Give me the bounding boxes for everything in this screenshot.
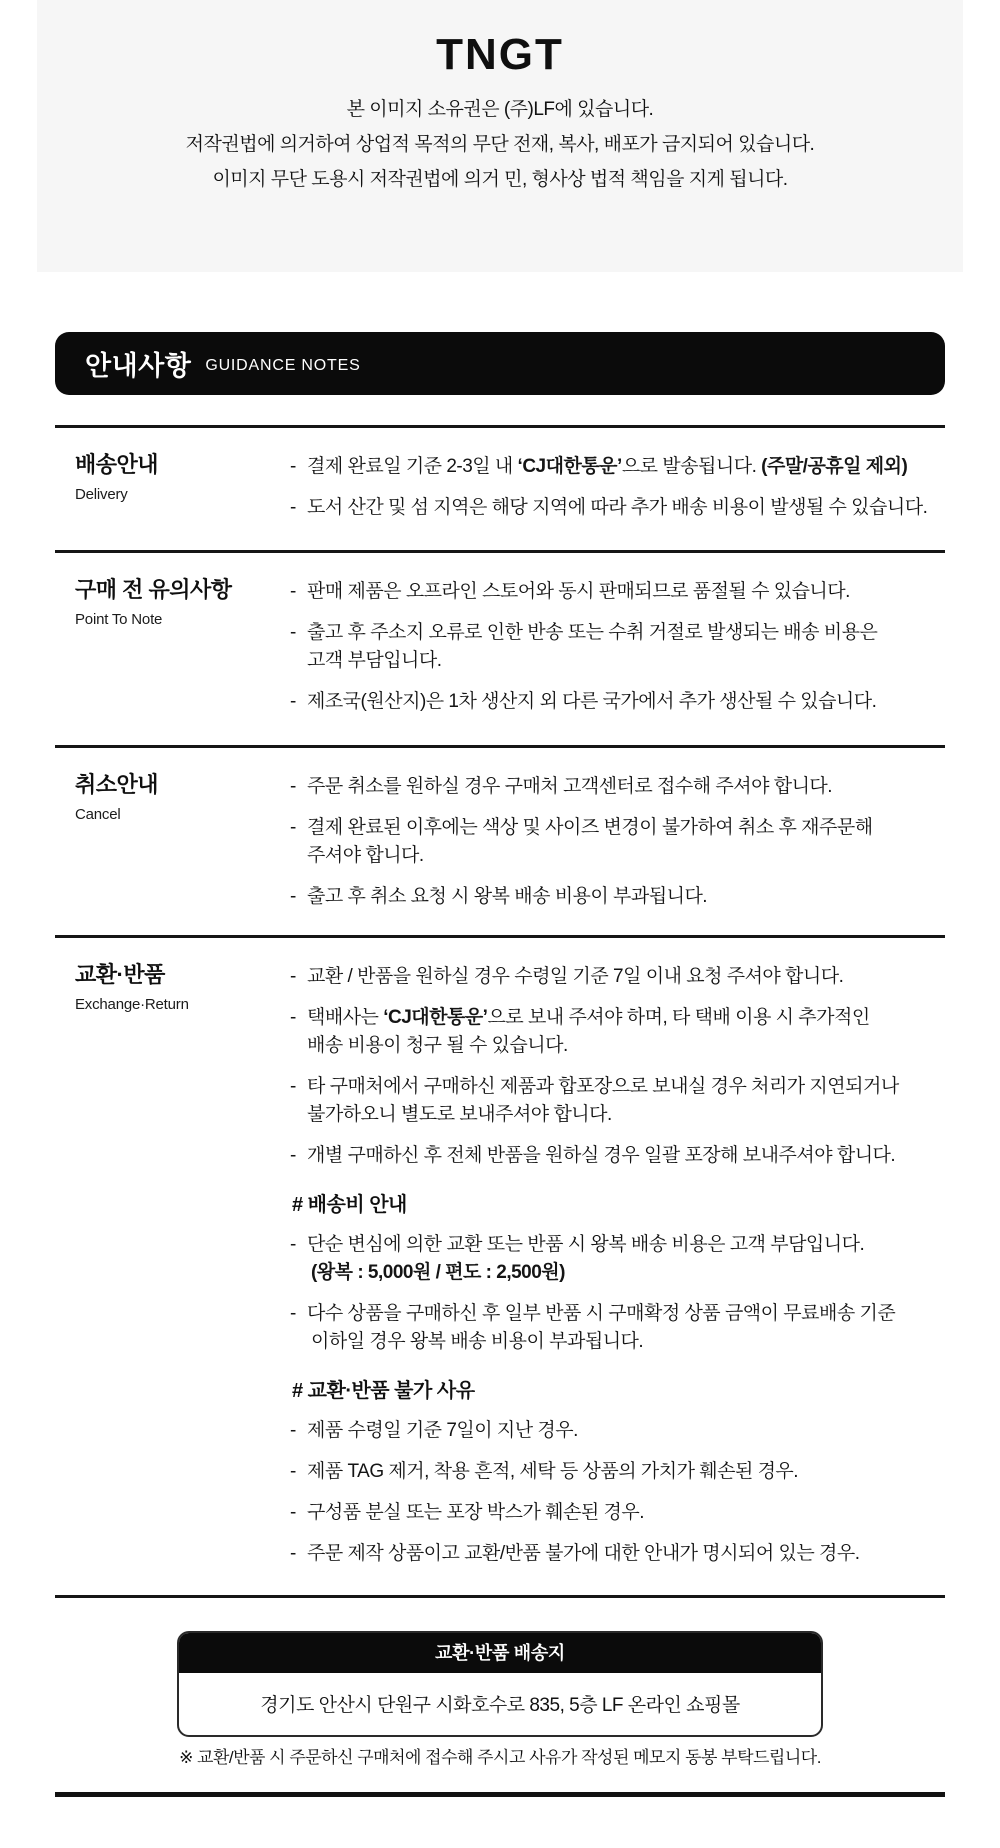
bullet-marker: -	[290, 776, 296, 797]
section-point-to-note	[55, 550, 945, 745]
bullet-text: 단순 변심에 의한 교환 또는 반품 시 왕복 배송 비용은 고객 부담입니다. (왕복 : 5,000원 / 편도 : 2,500원)	[307, 1234, 865, 1283]
brand-logo: TNGT	[436, 30, 564, 79]
bullet-marker: -	[290, 966, 296, 987]
section-heading-column	[55, 452, 290, 526]
bullet-marker: -	[290, 1502, 296, 1523]
copyright-lines	[37, 92, 963, 197]
list-item	[290, 1540, 945, 1568]
bullet-marker: -	[290, 1461, 296, 1482]
copyright-notice-panel	[37, 0, 963, 272]
bullet-text: 판매 제품은 오프라인 스토어와 동시 판매되므로 품절될 수 있습니다.	[307, 581, 850, 602]
section-title: 교환·반품	[75, 962, 165, 987]
bullet-marker: -	[290, 1007, 296, 1028]
bullet-marker: -	[290, 622, 296, 643]
section-subtitle: Exchange·Return	[75, 996, 189, 1013]
section-heading-column	[55, 962, 290, 1571]
list-item	[290, 1300, 945, 1356]
copyright-line: 저작권법에 의거하여 상업적 목적의 무단 전재, 복사, 배포가 금지되어 있습니다.	[185, 134, 815, 155]
bullet-marker: -	[290, 1420, 296, 1441]
section-subtitle: Cancel	[75, 806, 121, 823]
bullet-text: 제품 수령일 기준 7일이 지난 경우.	[307, 1420, 578, 1441]
guidance-title-ko: 안내사항	[85, 351, 192, 381]
bullet-marker: -	[290, 1234, 296, 1255]
copyright-line: 본 이미지 소유권은 (주)LF에 있습니다.	[346, 99, 654, 120]
section-delivery	[55, 425, 945, 550]
return-address-heading: 교환·반품 배송지	[179, 1633, 821, 1673]
bullet-text: 출고 후 취소 요청 시 왕복 배송 비용이 부과됩니다.	[307, 886, 708, 907]
list-item	[290, 578, 945, 606]
bullet-marker: -	[290, 1076, 296, 1097]
list-item	[290, 688, 945, 716]
list-item	[290, 1004, 945, 1060]
bullet-marker: -	[290, 456, 296, 477]
bullet-text: 교환 / 반품을 원하실 경우 수령일 기준 7일 이내 요청 주셔야 합니다.	[307, 966, 844, 987]
section-exchange-return	[55, 935, 945, 1598]
list-item	[290, 1231, 945, 1287]
list-item	[290, 1458, 945, 1486]
bullet-text: 제품 TAG 제거, 착용 흔적, 세탁 등 상품의 가치가 훼손된 경우.	[307, 1461, 799, 1482]
bullet-text: 다수 상품을 구매하신 후 일부 반품 시 구매확정 상품 금액이 무료배송 기준 이하일 경우 왕복 배송 비용이 부과됩니다.	[307, 1303, 896, 1352]
list-item	[290, 773, 945, 801]
list-item	[290, 1417, 945, 1445]
copyright-line: 이미지 무단 도용시 저작권법에 의거 민, 형사상 법적 책임을 지게 됩니다.	[212, 169, 788, 190]
bullet-marker: -	[290, 1145, 296, 1166]
list-item	[290, 883, 945, 911]
bullet-text: 주문 취소를 원하실 경우 구매처 고객센터로 접수해 주셔야 합니다.	[307, 776, 833, 797]
section-title: 배송안내	[75, 452, 159, 477]
bullet-marker: -	[290, 497, 296, 518]
return-footnote: ※ 교환/반품 시 주문하신 구매처에 접수해 주시고 사유가 작성된 메모지 동봉 부탁드립니다.	[179, 1748, 821, 1767]
section-title: 취소안내	[75, 772, 159, 797]
bullet-text: 결제 완료일 기준 2-3일 내 ‘CJ대한통운’으로 발송됩니다. (주말/공휴일 제외)	[307, 456, 908, 477]
list-item	[290, 1142, 945, 1170]
section-cancel	[55, 745, 945, 935]
section-subtitle: Delivery	[75, 486, 128, 503]
list-item	[290, 619, 945, 675]
bullet-text: 제조국(원산지)은 1차 생산지 외 다른 국가에서 추가 생산될 수 있습니다.	[307, 691, 877, 712]
guidance-header-bar	[55, 332, 945, 395]
guidance-title-en: GUIDANCE NOTES	[205, 357, 361, 374]
list-item	[290, 963, 945, 991]
bullet-marker: -	[290, 1543, 296, 1564]
bullet-text: 타 구매처에서 구매하신 제품과 합포장으로 보내실 경우 처리가 지연되거나 불가하오니 별도로 보내주셔야 합니다.	[307, 1076, 899, 1125]
list-item	[290, 494, 945, 522]
section-subtitle: Point To Note	[75, 611, 163, 628]
bullet-text: 주문 제작 상품이고 교환/반품 불가에 대한 안내가 명시되어 있는 경우.	[307, 1543, 860, 1564]
section-heading-column	[55, 577, 290, 721]
list-item	[290, 1499, 945, 1527]
section-body	[290, 962, 945, 1571]
section-body	[290, 577, 945, 721]
bullet-marker: -	[290, 817, 296, 838]
list-item	[290, 814, 945, 870]
bullet-text: 택배사는 ‘CJ대한통운’으로 보내 주셔야 하며, 타 택배 이용 시 추가적인 배송 비용이 청구 될 수 있습니다.	[307, 1007, 870, 1056]
bullet-text: 결제 완료된 이후에는 색상 및 사이즈 변경이 불가하여 취소 후 재주문해 주셔야 합니다.	[307, 817, 873, 866]
bullet-text: 구성품 분실 또는 포장 박스가 훼손된 경우.	[307, 1502, 644, 1523]
section-body	[290, 772, 945, 911]
list-item	[290, 453, 945, 481]
guidance-sections	[55, 425, 945, 1598]
bullet-marker: -	[290, 691, 296, 712]
bullet-text: 도서 산간 및 섬 지역은 해당 지역에 따라 추가 배송 비용이 발생될 수 있습니다.	[307, 497, 928, 518]
subsection-heading-shipping-fee: # 배송비 안내	[292, 1194, 407, 1216]
guidance-content	[55, 332, 945, 1598]
list-item	[290, 1073, 945, 1129]
section-body	[290, 452, 945, 526]
bullet-marker: -	[290, 581, 296, 602]
bullet-marker: -	[290, 886, 296, 907]
bullet-text: 개별 구매하신 후 전체 반품을 원하실 경우 일괄 포장해 보내주셔야 합니다.	[307, 1145, 896, 1166]
bullet-marker: -	[290, 1303, 296, 1324]
section-heading-column	[55, 772, 290, 911]
return-address-value: 경기도 안산시 단원구 시화호수로 835, 5층 LF 온라인 쇼핑몰	[260, 1695, 740, 1716]
bullet-text: 출고 후 주소지 오류로 인한 반송 또는 수취 거절로 발생되는 배송 비용은 고객 부담입니다.	[307, 622, 878, 671]
bottom-divider	[55, 1792, 945, 1797]
return-address-panel	[177, 1631, 823, 1737]
subsection-heading-no-return-reasons: # 교환·반품 불가 사유	[292, 1380, 475, 1402]
section-title: 구매 전 유의사항	[75, 577, 232, 602]
